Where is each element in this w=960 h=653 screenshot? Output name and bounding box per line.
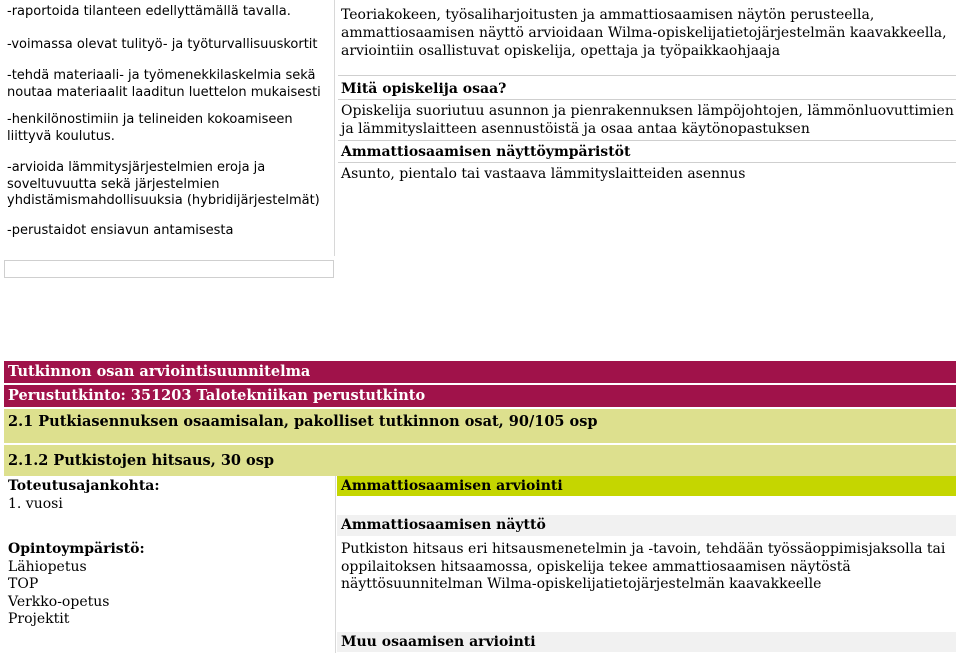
plan-title-bar: Tutkinnon osan arviointisuunnitelma <box>4 361 956 383</box>
left-paragraph-5: -arvioida lämmitysjärjestelmien eroja ja soveltuvuutta sekä järjestelmien yhdistämismahdollisuuksia (hybridijärjestelmät) <box>7 160 320 208</box>
divider <box>338 162 956 163</box>
divider <box>338 99 956 100</box>
left-paragraph-4: -henkilönostimiin ja telineiden kokoamiseen liittyvä koulutus. <box>7 112 293 144</box>
study-environment-cell <box>4 541 334 629</box>
study-environment-label: Opintoympäristö: <box>8 541 145 557</box>
left-paragraph-1: -raportoida tilanteen edellyttämällä tavalla. <box>7 4 291 19</box>
timing-label: Toteutusajankohta: <box>8 478 160 494</box>
environment-heading: Ammattiosaamisen näyttöympäristöt <box>341 144 631 160</box>
divider <box>338 75 956 76</box>
study-environment-item: TOP <box>8 576 39 592</box>
timing-cell <box>4 478 334 513</box>
question-text: Opiskelija suoriutuu asunnon ja pienrakennuksen lämpöjohtojen, lämmönluovuttimien ja lämmityslaitteen asennustöistä ja osaa antaa käytönopastuksen <box>341 103 954 137</box>
divider <box>338 140 956 141</box>
environment-text: Asunto, pientalo tai vastaava lämmityslaitteiden asennus <box>341 166 746 182</box>
study-environment-item: Projektit <box>8 611 70 627</box>
left-paragraph-3: -tehdä materiaali- ja työmenekkilaskelmia sekä noutaa materiaalit laaditun luettelon mukaisesti <box>7 68 321 100</box>
demonstration-text: Putkiston hitsaus eri hitsausmenetelmin ja -tavoin, tehdään työssäoppimisjaksolla tai oppilaitoksen hitsaamossa, opiskelija tekee ammattiosaamisen näytöstä näyttösuunnitelman Wilma-opiskelijatietojärjestelmän kaavakkeelle <box>341 541 946 592</box>
assessment-heading: Ammattiosaamisen arviointi <box>337 476 956 496</box>
study-environment-item: Verkko-opetus <box>8 593 110 610</box>
left-paragraph-6: -perustaidot ensiavun antamisesta <box>7 223 234 238</box>
degree-bar: Perustutkinto: 351203 Talotekniikan perustutkinto <box>4 385 956 407</box>
left-column <box>0 0 335 256</box>
column-divider <box>335 476 336 653</box>
intro-text: Teoriakokeen, työsaliharjoitusten ja ammattiosaamisen näytön perusteella, ammattiosaamisen näyttö arvioidaan Wilma-opiskelijatietojärjestelmän kaavakkeella, arviointiin osallistuvat opiskelija, opettaja ja työpaikkaohjaaja <box>341 7 947 59</box>
unit-bar: 2.1.2 Putkistojen hitsaus, 30 osp <box>4 445 956 476</box>
study-environment-item: Lähiopetus <box>8 558 87 575</box>
other-assessment-heading: Muu osaamisen arviointi <box>337 632 956 652</box>
section-bar: 2.1 Putkiasennuksen osaamisalan, pakolliset tutkinnon osat, 90/105 osp <box>4 409 956 443</box>
demonstration-heading: Ammattiosaamisen näyttö <box>337 515 956 536</box>
question-heading: Mitä opiskelija osaa? <box>341 81 507 97</box>
empty-cell <box>4 260 334 278</box>
timing-value: 1. vuosi <box>8 495 63 512</box>
left-paragraph-2: -voimassa olevat tulityö- ja työturvallisuuskortit <box>7 37 318 52</box>
